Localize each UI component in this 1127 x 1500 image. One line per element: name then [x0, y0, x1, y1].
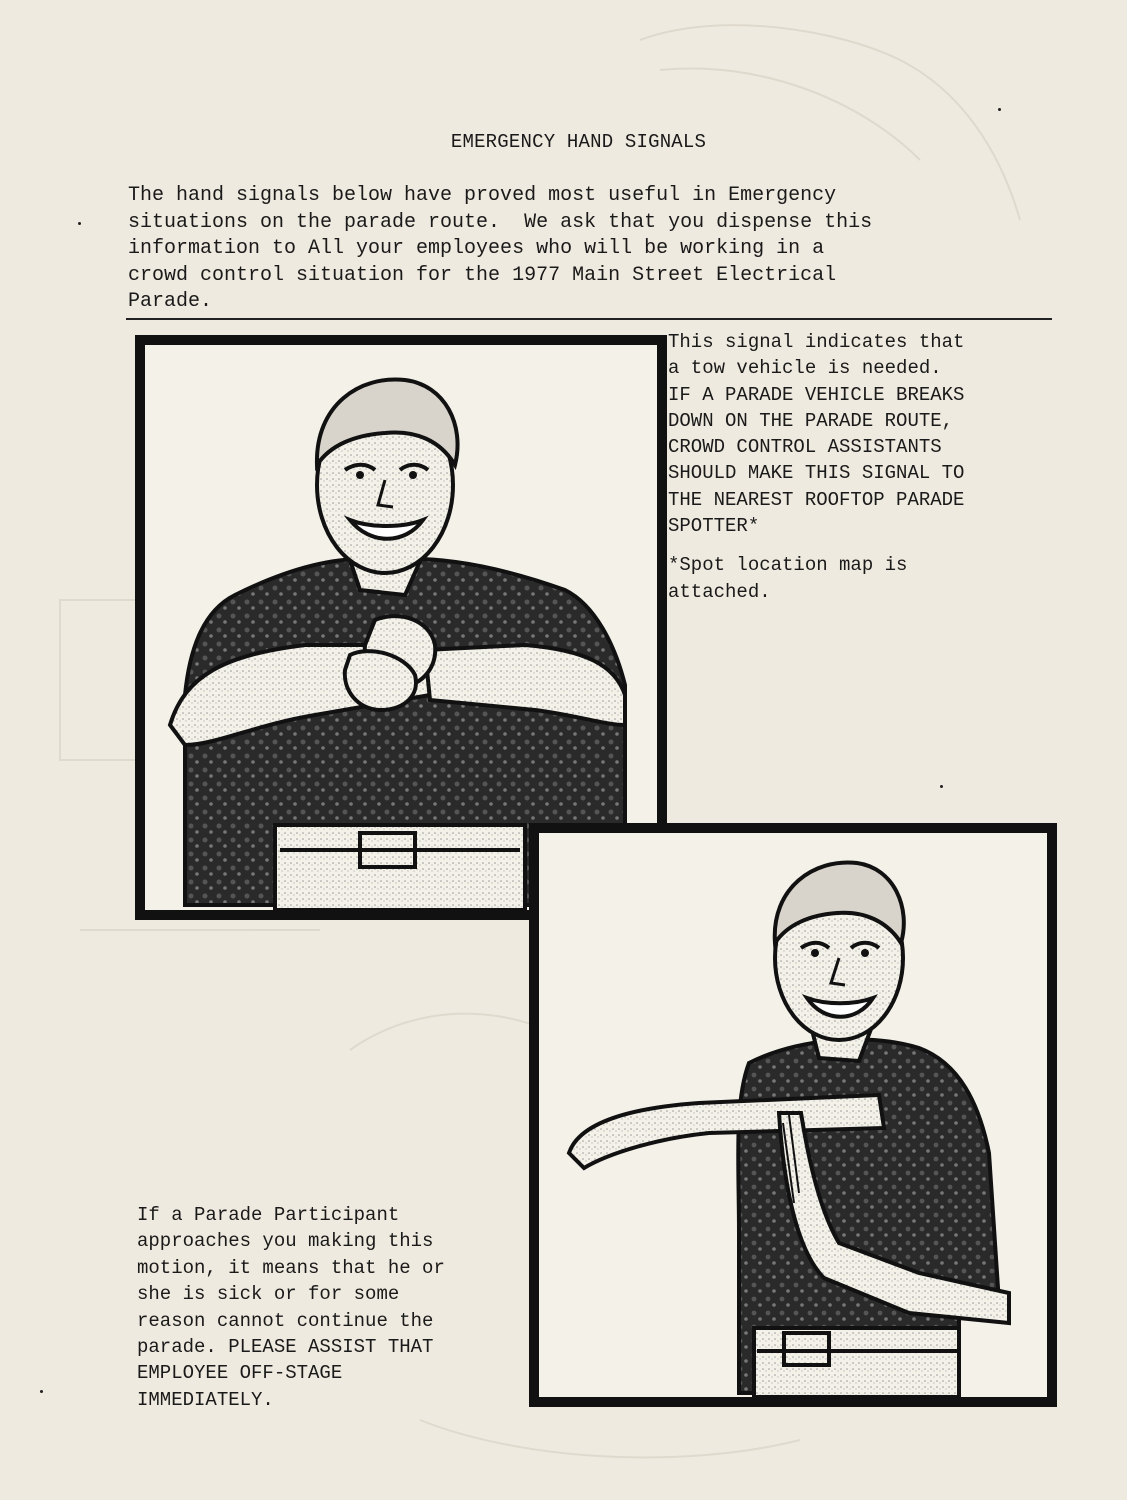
intro-paragraph [128, 183, 1028, 316]
caption-line: approaches you making this [137, 1230, 434, 1253]
intro-line: Parade. [128, 290, 213, 313]
caption-line: IF A PARADE VEHICLE BREAKS [668, 383, 965, 406]
intro-line: situations on the parade route. We ask that you dispense this [128, 210, 873, 234]
caption-line: This signal indicates that [668, 331, 965, 353]
section-divider [126, 318, 1052, 320]
sick-signal-caption [137, 1202, 537, 1413]
footnote-line: attached. [668, 580, 771, 603]
paper-speck [40, 1390, 43, 1393]
caption-line: SHOULD MAKE THIS SIGNAL TO [668, 462, 965, 485]
caption-line: DOWN ON THE PARADE ROUTE, [668, 409, 954, 432]
caption-line: EMPLOYEE OFF-STAGE [137, 1362, 343, 1385]
caption-line: THE NEAREST ROOFTOP PARADE [668, 488, 965, 511]
paper-speck [998, 108, 1001, 111]
caption-line: parade. PLEASE ASSIST THAT [137, 1336, 434, 1359]
caption-line: motion, it means that he or [137, 1256, 445, 1279]
caption-line: IMMEDIATELY. [137, 1388, 274, 1411]
paper-speck [78, 222, 81, 225]
caption-line: she is sick or for some [137, 1283, 400, 1306]
tow-signal-caption [668, 329, 1068, 605]
intro-line: The hand signals below have proved most useful in Emergency [128, 184, 837, 207]
caption-line: If a Parade Participant [137, 1204, 400, 1226]
paper-speck [940, 785, 943, 788]
caption-line: reason cannot continue the [137, 1309, 434, 1332]
caption-line: SPOTTER* [668, 515, 760, 538]
intro-line: crowd control situation for the 1977 Main Street Electrical [128, 263, 837, 287]
caption-line: a tow vehicle is needed. [668, 357, 942, 380]
page-title: EMERGENCY HAND SIGNALS [450, 131, 707, 153]
intro-line: information to All your employees who will be working in a [128, 237, 825, 260]
caption-line: CROWD CONTROL ASSISTANTS [668, 436, 942, 459]
footnote-line: *Spot location map is [668, 554, 908, 577]
time-out-signal-illustration [539, 833, 1047, 1397]
sick-signal-frame [529, 823, 1057, 1407]
